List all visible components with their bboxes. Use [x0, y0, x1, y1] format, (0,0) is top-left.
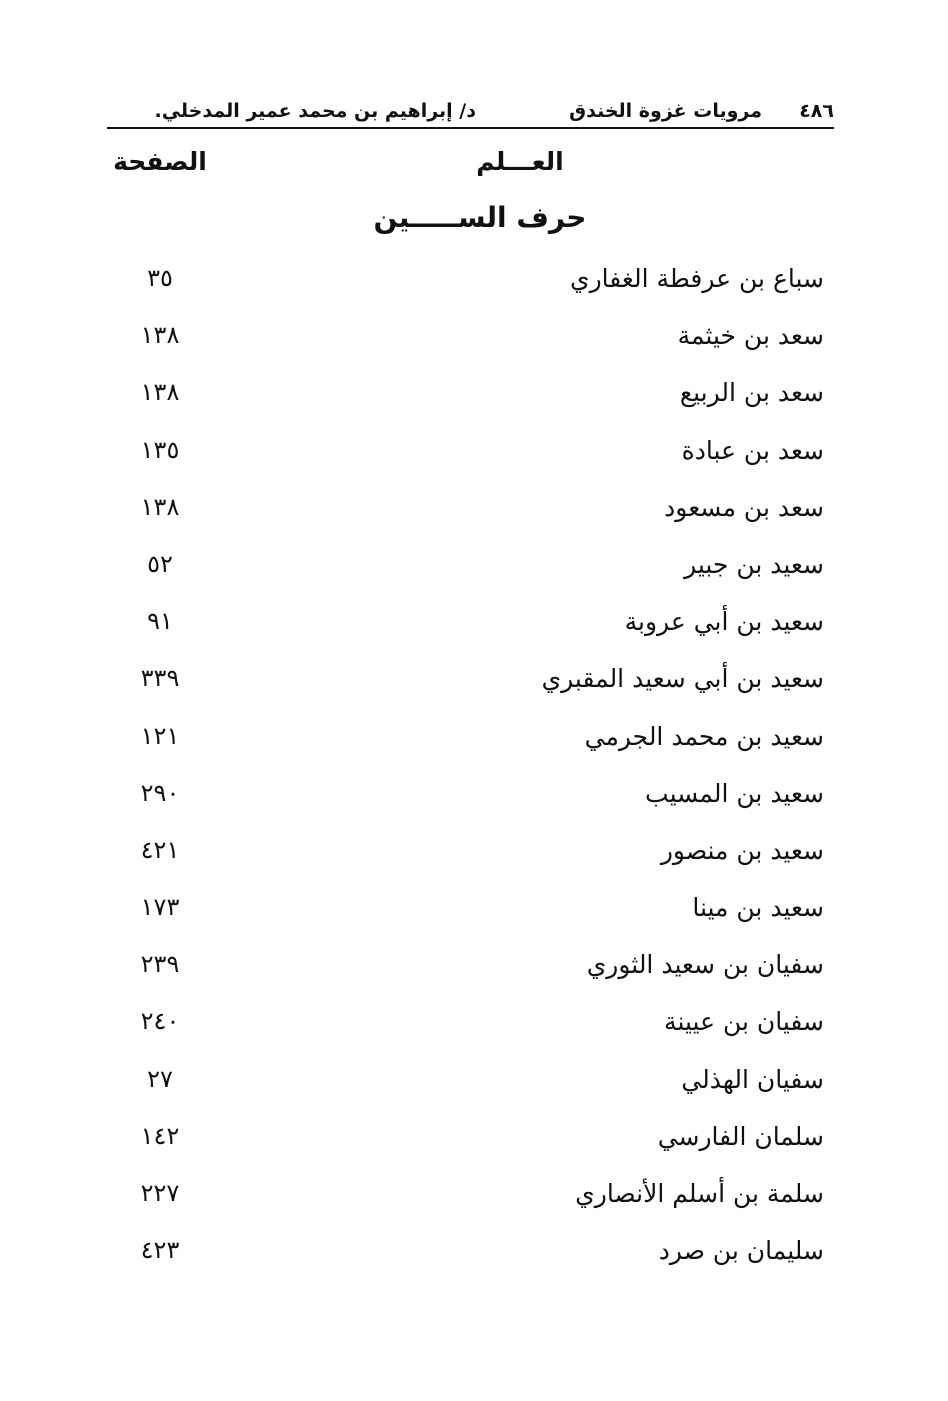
index-entry	[110, 593, 824, 650]
entry-page-number: ٢٩٠	[140, 778, 180, 807]
index-entry	[110, 936, 824, 993]
section-title: حرف الســـــين	[373, 201, 587, 234]
entry-page-number: ٢٢٧	[140, 1179, 180, 1207]
entry-page-number: ١٣٨	[140, 321, 180, 350]
entry-name: سعد بن عبادة	[681, 435, 824, 465]
entry-page-number: ١٢١	[140, 721, 180, 750]
index-entry	[110, 307, 824, 364]
index-entry	[110, 422, 824, 479]
entry-page-number: ١٣٥	[140, 435, 180, 464]
index-entry	[110, 993, 824, 1050]
entry-name: سعيد بن أبي عروبة	[624, 607, 824, 637]
entry-page-number: ١٣٨	[140, 378, 180, 407]
entry-name: سعد بن خيثمة	[677, 321, 824, 351]
index-entry	[110, 364, 824, 421]
entry-page-number: ١٣٨	[140, 492, 180, 521]
index-entry	[110, 879, 824, 936]
name-column-header: العـــلم	[476, 147, 564, 176]
author-name: د/ إبراهيم بن محمد عمير المدخلي.	[154, 100, 476, 122]
index-entry	[110, 650, 824, 707]
running-head	[107, 96, 834, 126]
entry-name: سعد بن الربيع	[679, 378, 824, 408]
entry-name: سلمة بن أسلم الأنصاري	[575, 1179, 824, 1208]
entry-name: سباع بن عرفطة الغفاري	[570, 264, 824, 293]
entry-name: سعيد بن أبي سعيد المقبري	[541, 664, 824, 694]
entry-name: سفيان الهذلي	[681, 1064, 824, 1094]
entry-page-number: ٣٥	[147, 264, 173, 292]
entry-name: سفيان بن عيينة	[664, 1007, 824, 1037]
entry-page-number: ٤٢١	[140, 835, 180, 864]
entry-page-number: ٢٣٩	[140, 950, 180, 979]
entry-name: سليمان بن صرد	[658, 1236, 824, 1266]
page-number: ٤٨٦	[799, 100, 834, 122]
index-entry	[110, 536, 824, 593]
entry-name: سعد بن مسعود	[664, 492, 824, 522]
entry-name: سعيد بن محمد الجرمي	[584, 721, 824, 751]
index-entry	[110, 1222, 824, 1279]
entry-page-number: ٤٢٣	[140, 1236, 180, 1265]
index-entry	[110, 1051, 824, 1108]
index-entry	[110, 1165, 824, 1222]
book-title: مرويات غزوة الخندق	[569, 100, 762, 122]
index-entries	[110, 250, 824, 1280]
index-entry	[110, 765, 824, 822]
entry-page-number: ٩١	[147, 607, 173, 636]
entry-name: سفيان بن سعيد الثوري	[586, 950, 824, 980]
page-column-header: الصفحة	[113, 147, 207, 176]
index-entry	[110, 479, 824, 536]
entry-page-number: ١٧٣	[140, 893, 180, 922]
index-entry	[110, 1108, 824, 1165]
entry-name: سعيد بن المسيب	[645, 778, 824, 808]
index-entry	[110, 708, 824, 765]
entry-page-number: ٢٤٠	[140, 1007, 180, 1036]
entry-name: سعيد بن منصور	[660, 835, 824, 865]
index-entry	[110, 822, 824, 879]
entry-page-number: ١٤٢	[140, 1121, 180, 1150]
entry-name: سعيد بن مينا	[692, 893, 824, 923]
header-rule	[107, 127, 834, 129]
index-entry	[110, 250, 824, 307]
entry-name: سلمان الفارسي	[657, 1121, 824, 1151]
entry-page-number: ٥٢	[147, 549, 173, 578]
entry-page-number: ٣٣٩	[140, 664, 180, 693]
entry-name: سعيد بن جبير	[684, 549, 824, 579]
entry-page-number: ٢٧	[147, 1064, 173, 1093]
